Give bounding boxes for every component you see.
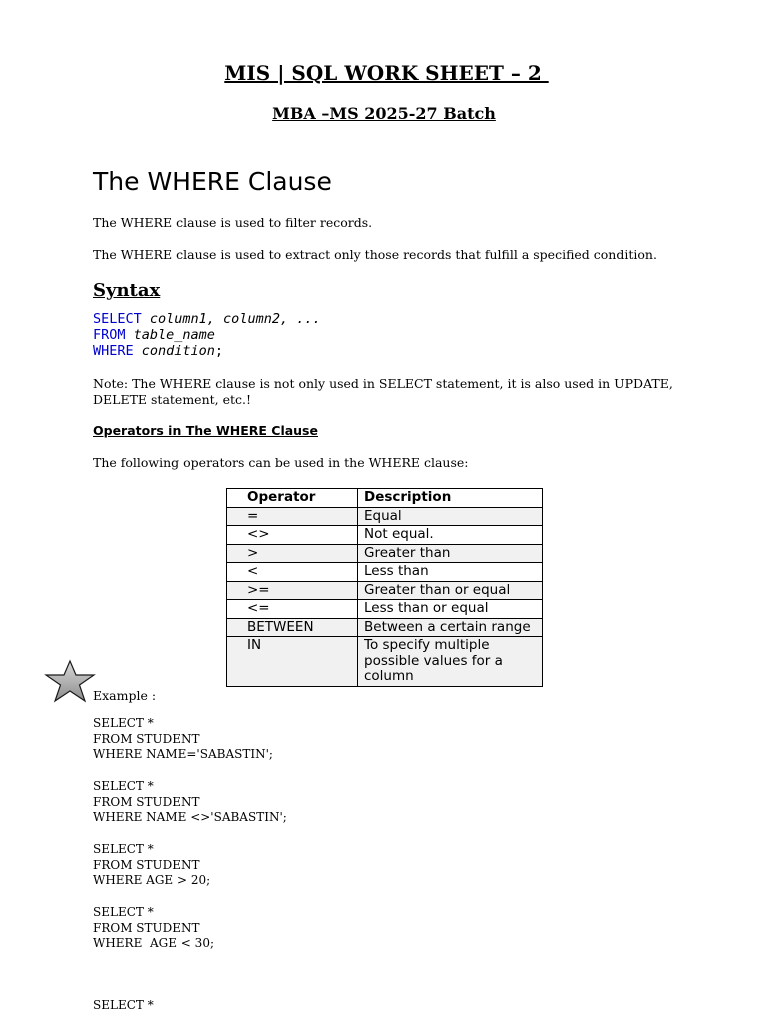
description-cell: Not equal. bbox=[358, 526, 543, 545]
syntax-line bbox=[93, 327, 215, 343]
sql-args: table_name bbox=[125, 327, 215, 343]
description-cell: Equal bbox=[358, 507, 543, 526]
description-cell: Between a certain range bbox=[358, 618, 543, 637]
operators-heading: Operators in The WHERE Clause bbox=[93, 423, 318, 438]
table-row bbox=[227, 581, 543, 600]
operators-intro: The following operators can be used in the WHERE clause: bbox=[93, 455, 469, 470]
operator-cell: BETWEEN bbox=[227, 618, 358, 637]
section-heading: The WHERE Clause bbox=[93, 167, 332, 196]
query-line: SELECT * bbox=[93, 779, 154, 793]
query-line: SELECT * bbox=[93, 716, 154, 730]
description-cell: To specify multiple possible values for a column bbox=[358, 637, 543, 687]
description-cell: Greater than or equal bbox=[358, 581, 543, 600]
operator-cell: >= bbox=[227, 581, 358, 600]
query-line: FROM STUDENT bbox=[93, 857, 200, 872]
sql-keyword: FROM bbox=[93, 327, 126, 343]
table-row bbox=[227, 526, 543, 545]
worksheet-title: MIS | SQL WORK SHEET – 2 bbox=[224, 61, 549, 85]
syntax-line bbox=[93, 343, 223, 359]
example-label: Example : bbox=[93, 688, 157, 703]
description-cell: Less than or equal bbox=[358, 600, 543, 619]
syntax-code-block bbox=[93, 311, 321, 359]
query-line: WHERE AGE > 20; bbox=[93, 873, 211, 888]
operator-cell: <= bbox=[227, 600, 358, 619]
operator-cell: IN bbox=[227, 637, 358, 687]
query-line: WHERE NAME <>'SABASTIN'; bbox=[93, 810, 287, 825]
star-icon bbox=[43, 659, 97, 703]
example-query-3 bbox=[93, 842, 210, 889]
sql-args: condition bbox=[133, 343, 215, 359]
syntax-line bbox=[93, 311, 321, 327]
column-header-description: Description bbox=[358, 489, 543, 508]
operator-cell: = bbox=[227, 507, 358, 526]
description-cell: Less than bbox=[358, 563, 543, 582]
query-line: SELECT * bbox=[93, 842, 154, 856]
query-line: FROM STUDENT bbox=[93, 920, 200, 935]
note-line-1: Note: The WHERE clause is not only used in SELECT statement, it is also used in UPDATE, bbox=[93, 376, 673, 391]
sql-keyword: WHERE bbox=[93, 343, 134, 359]
table-header-row bbox=[227, 489, 543, 508]
batch-subtitle: MBA –MS 2025-27 Batch bbox=[272, 104, 496, 123]
query-line: FROM STUDENT bbox=[93, 794, 200, 809]
table-row bbox=[227, 637, 543, 687]
query-line: WHERE NAME='SABASTIN'; bbox=[93, 747, 273, 762]
table-row bbox=[227, 563, 543, 582]
table-row bbox=[227, 544, 543, 563]
example-query-5 bbox=[93, 998, 154, 1014]
table-row bbox=[227, 600, 543, 619]
sql-terminator: ; bbox=[214, 343, 224, 359]
query-line: WHERE AGE < 30; bbox=[93, 936, 214, 951]
example-query-4 bbox=[93, 905, 214, 952]
paragraph-filter: The WHERE clause is used to filter records. bbox=[93, 215, 373, 230]
example-query-2 bbox=[93, 779, 287, 826]
note-line-2: DELETE statement, etc.! bbox=[93, 392, 252, 407]
paragraph-extract: The WHERE clause is used to extract only those records that fulfill a specified condition. bbox=[93, 247, 657, 262]
query-line: SELECT * bbox=[93, 905, 154, 919]
operator-cell: <> bbox=[227, 526, 358, 545]
example-query-1 bbox=[93, 716, 273, 763]
syntax-heading: Syntax bbox=[93, 280, 161, 301]
sql-keyword: SELECT bbox=[93, 311, 142, 327]
column-header-operator: Operator bbox=[227, 489, 358, 508]
operator-cell: < bbox=[227, 563, 358, 582]
sql-args: column1, column2, ... bbox=[141, 311, 321, 327]
operators-table bbox=[226, 488, 543, 687]
table-row bbox=[227, 507, 543, 526]
table-row bbox=[227, 618, 543, 637]
query-line: SELECT * bbox=[93, 998, 154, 1012]
description-cell: Greater than bbox=[358, 544, 543, 563]
query-line: FROM STUDENT bbox=[93, 731, 200, 746]
operator-cell: > bbox=[227, 544, 358, 563]
